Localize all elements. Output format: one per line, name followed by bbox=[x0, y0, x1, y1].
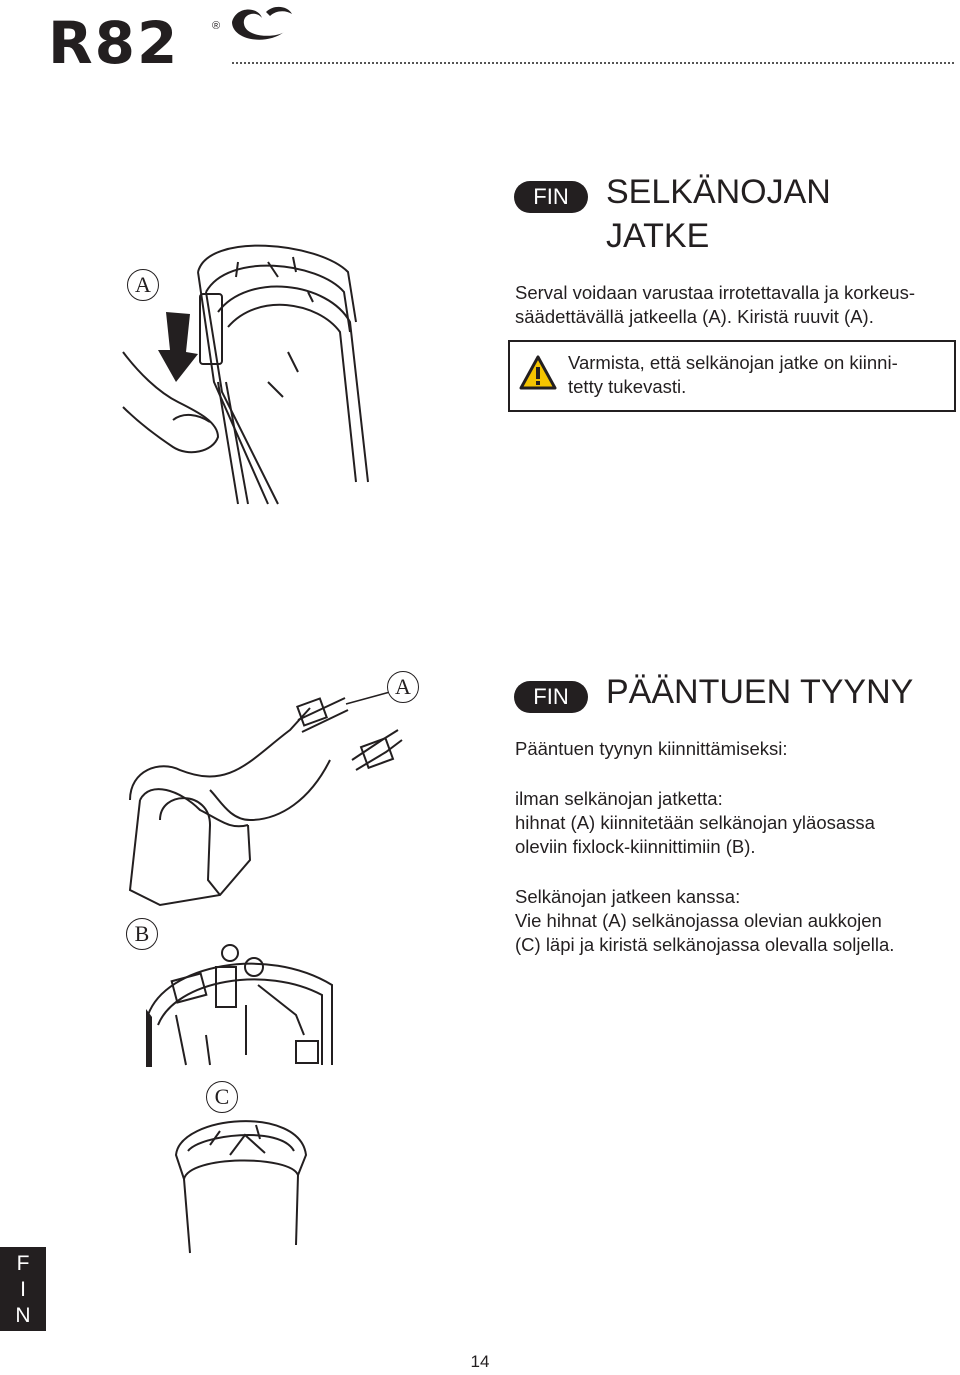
registered-mark: ® bbox=[212, 20, 221, 32]
warning-text: Varmista, että selkänojan jatke on kiinni- tetty tukevasti. bbox=[568, 352, 898, 397]
extension-openings-illustration bbox=[170, 1095, 312, 1255]
section2-para1: ilman selkänojan jatketta: hihnat (A) kiinnitetään selkänojan yläosassa oleviin fixlock-kiinnittimiin (B). bbox=[515, 788, 875, 857]
section1-body: Serval voidaan varustaa irrotettavalla ja korkeus- säädettävällä jatkeella (A). Kiristä ruuvit (A). bbox=[515, 282, 915, 327]
r82-logo: R82 bbox=[48, 9, 180, 77]
callout-b: B bbox=[126, 918, 158, 950]
backrest-extension-illustration bbox=[118, 232, 378, 504]
head-cushion-illustration bbox=[120, 690, 420, 910]
callout-a-cushion: A bbox=[387, 671, 419, 703]
callout-a-top: A bbox=[127, 269, 159, 301]
warning-box bbox=[508, 340, 956, 412]
logo-swirl-icon bbox=[226, 2, 296, 46]
fin-badge-2: FIN bbox=[514, 681, 588, 713]
callout-c: C bbox=[206, 1081, 238, 1113]
fixlock-backrest-illustration bbox=[146, 945, 336, 1067]
warning-triangle-icon bbox=[518, 354, 558, 392]
section1-title: SELKÄNOJAN JATKE bbox=[606, 173, 831, 255]
fin-badge-1: FIN bbox=[514, 181, 588, 213]
section2-title: PÄÄNTUEN TYYNY bbox=[606, 673, 914, 711]
header-rule bbox=[232, 62, 954, 64]
language-side-tab: F I N bbox=[0, 1247, 46, 1331]
section2-para2: Selkänojan jatkeen kanssa: Vie hihnat (A) selkänojassa olevian aukkojen (C) läpi ja kiristä selkänojassa olevalla soljella. bbox=[515, 886, 895, 955]
page-number: 14 bbox=[470, 1352, 490, 1371]
section2-intro: Pääntuen tyynyn kiinnittämiseksi: bbox=[515, 738, 788, 759]
